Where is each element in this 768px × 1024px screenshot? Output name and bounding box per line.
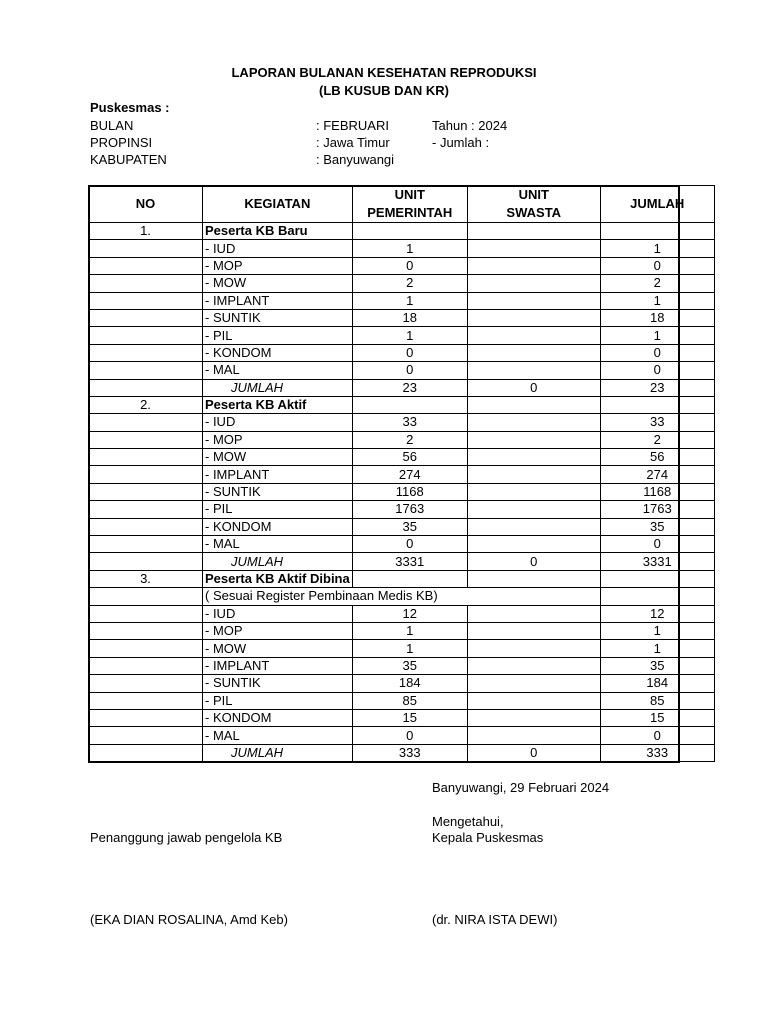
mengetahui-text: Mengetahui, <box>432 814 504 829</box>
section-title-row <box>89 396 715 413</box>
row-kegiatan: - PIL <box>203 327 353 344</box>
row-unit-swasta <box>467 518 600 535</box>
table-row <box>89 675 715 692</box>
row-no-cell <box>89 675 203 692</box>
row-kegiatan: - MOP <box>203 622 353 639</box>
row-jumlah: 0 <box>600 344 714 361</box>
row-unit-swasta <box>467 240 600 257</box>
section-cell-pemerintah <box>352 396 467 413</box>
table-row <box>89 640 715 657</box>
table-row <box>89 501 715 518</box>
row-jumlah: 1 <box>600 622 714 639</box>
table-row <box>89 483 715 500</box>
row-unit-swasta <box>467 536 600 553</box>
total-jumlah: 23 <box>600 379 714 396</box>
total-no-cell <box>89 744 203 761</box>
kabupaten-label: KABUPATEN <box>90 152 167 167</box>
section-cell-pemerintah <box>352 570 467 587</box>
row-no-cell <box>89 431 203 448</box>
table-row <box>89 709 715 726</box>
section-total-row <box>89 379 715 396</box>
row-unit-pemerintah: 33 <box>352 414 467 431</box>
row-unit-swasta <box>467 292 600 309</box>
row-jumlah: 12 <box>600 605 714 622</box>
section-total-row <box>89 744 715 761</box>
row-jumlah: 56 <box>600 449 714 466</box>
row-unit-swasta <box>467 622 600 639</box>
section-number: 2. <box>89 396 203 413</box>
row-jumlah: 1168 <box>600 483 714 500</box>
table-row <box>89 605 715 622</box>
row-no-cell <box>89 309 203 326</box>
row-jumlah: 1 <box>600 640 714 657</box>
row-kegiatan: - IMPLANT <box>203 466 353 483</box>
table-row <box>89 536 715 553</box>
report-title-line2: (LB KUSUB DAN KR) <box>319 83 449 98</box>
row-jumlah: 1 <box>600 240 714 257</box>
row-unit-pemerintah: 0 <box>352 536 467 553</box>
row-jumlah: 0 <box>600 257 714 274</box>
header-no: NO <box>89 186 203 223</box>
row-jumlah: 33 <box>600 414 714 431</box>
row-unit-pemerintah: 0 <box>352 727 467 744</box>
row-unit-swasta <box>467 414 600 431</box>
row-kegiatan: - MAL <box>203 536 353 553</box>
row-jumlah: 85 <box>600 692 714 709</box>
row-no-cell <box>89 692 203 709</box>
row-jumlah: 15 <box>600 709 714 726</box>
row-unit-swasta <box>467 501 600 518</box>
row-unit-swasta <box>467 327 600 344</box>
section-total-row <box>89 553 715 570</box>
penanggung-jawab-text: Penanggung jawab pengelola KB <box>90 830 283 845</box>
row-jumlah: 2 <box>600 431 714 448</box>
puskesmas-label: Puskesmas : <box>90 100 170 115</box>
report-title-line1: LAPORAN BULANAN KESEHATAN REPRODUKSI <box>231 65 537 80</box>
section-cell-jumlah <box>600 570 714 587</box>
row-kegiatan: - IUD <box>203 414 353 431</box>
row-unit-pemerintah: 2 <box>352 431 467 448</box>
row-kegiatan: - MOP <box>203 431 353 448</box>
table-row <box>89 657 715 674</box>
row-jumlah: 2 <box>600 275 714 292</box>
row-kegiatan: - SUNTIK <box>203 309 353 326</box>
header-unit-swasta-line2: SWASTA <box>506 205 562 220</box>
section-subtitle-row <box>89 588 715 605</box>
row-kegiatan: - PIL <box>203 501 353 518</box>
row-unit-pemerintah: 0 <box>352 362 467 379</box>
total-no-cell <box>89 553 203 570</box>
total-unit-swasta: 0 <box>467 379 600 396</box>
header-jumlah: JUMLAH <box>600 186 714 223</box>
propinsi-value: : Jawa Timur <box>316 135 390 150</box>
row-no-cell <box>89 275 203 292</box>
row-unit-swasta <box>467 675 600 692</box>
section-title: Peserta KB Aktif <box>203 396 353 413</box>
left-signatory-name: (EKA DIAN ROSALINA, Amd Keb) <box>90 912 288 927</box>
row-unit-pemerintah: 12 <box>352 605 467 622</box>
section-cell-swasta <box>467 570 600 587</box>
table-row <box>89 466 715 483</box>
row-no-cell <box>89 536 203 553</box>
tahun-value: Tahun : 2024 <box>432 118 508 133</box>
row-unit-swasta <box>467 692 600 709</box>
table-row <box>89 275 715 292</box>
row-jumlah: 1 <box>600 327 714 344</box>
total-jumlah: 3331 <box>600 553 714 570</box>
row-unit-pemerintah: 1 <box>352 292 467 309</box>
section-title: Peserta KB Baru <box>203 223 353 240</box>
row-unit-pemerintah: 1763 <box>352 501 467 518</box>
row-unit-pemerintah: 1 <box>352 240 467 257</box>
row-kegiatan: - SUNTIK <box>203 483 353 500</box>
table-body <box>89 223 715 762</box>
section-subtitle: ( Sesuai Register Pembinaan Medis KB) <box>203 588 601 605</box>
table-row <box>89 692 715 709</box>
bulan-value: : FEBRUARI <box>316 118 389 133</box>
row-no-cell <box>89 657 203 674</box>
row-kegiatan: - KONDOM <box>203 518 353 535</box>
row-no-cell <box>89 327 203 344</box>
row-unit-swasta <box>467 640 600 657</box>
place-date: Banyuwangi, 29 Februari 2024 <box>432 780 610 795</box>
row-unit-swasta <box>467 709 600 726</box>
table-row <box>89 257 715 274</box>
row-unit-swasta <box>467 657 600 674</box>
total-label: JUMLAH <box>203 553 353 570</box>
row-no-cell <box>89 605 203 622</box>
total-unit-pemerintah: 333 <box>352 744 467 761</box>
table-row <box>89 449 715 466</box>
row-unit-pemerintah: 35 <box>352 518 467 535</box>
row-unit-swasta <box>467 483 600 500</box>
section-title-row <box>89 570 715 587</box>
row-unit-pemerintah: 1 <box>352 622 467 639</box>
subtitle-no-cell <box>89 588 203 605</box>
row-kegiatan: - PIL <box>203 692 353 709</box>
row-unit-pemerintah: 15 <box>352 709 467 726</box>
row-unit-pemerintah: 0 <box>352 344 467 361</box>
subtitle-jumlah-cell <box>600 588 714 605</box>
row-jumlah: 1763 <box>600 501 714 518</box>
header-kegiatan: KEGIATAN <box>203 186 353 223</box>
header-unit-pemerintah <box>352 186 467 223</box>
report-table <box>88 185 715 762</box>
row-no-cell <box>89 622 203 639</box>
total-no-cell <box>89 379 203 396</box>
row-unit-swasta <box>467 431 600 448</box>
row-kegiatan: - IUD <box>203 605 353 622</box>
row-unit-swasta <box>467 344 600 361</box>
row-unit-pemerintah: 1 <box>352 640 467 657</box>
row-kegiatan: - MOW <box>203 640 353 657</box>
row-unit-swasta <box>467 727 600 744</box>
row-unit-swasta <box>467 309 600 326</box>
header-unit-pemerintah-line2: PEMERINTAH <box>367 205 453 220</box>
row-unit-pemerintah: 35 <box>352 657 467 674</box>
table-row <box>89 344 715 361</box>
section-cell-pemerintah <box>352 223 467 240</box>
section-title: Peserta KB Aktif Dibina <box>203 570 353 587</box>
row-jumlah: 0 <box>600 362 714 379</box>
row-kegiatan: - MAL <box>203 727 353 744</box>
table-header-row <box>89 186 715 223</box>
section-number: 3. <box>89 570 203 587</box>
row-unit-swasta <box>467 605 600 622</box>
table-row <box>89 518 715 535</box>
row-jumlah: 0 <box>600 536 714 553</box>
row-kegiatan: - MAL <box>203 362 353 379</box>
section-cell-jumlah <box>600 396 714 413</box>
table-row <box>89 362 715 379</box>
total-unit-pemerintah: 23 <box>352 379 467 396</box>
header-unit-swasta <box>467 186 600 223</box>
row-kegiatan: - KONDOM <box>203 344 353 361</box>
total-unit-swasta: 0 <box>467 553 600 570</box>
table-row <box>89 727 715 744</box>
table-row <box>89 240 715 257</box>
table-row <box>89 309 715 326</box>
total-unit-pemerintah: 3331 <box>352 553 467 570</box>
row-kegiatan: - IMPLANT <box>203 292 353 309</box>
row-no-cell <box>89 240 203 257</box>
row-kegiatan: - MOW <box>203 449 353 466</box>
row-kegiatan: - MOP <box>203 257 353 274</box>
jumlah-label: - Jumlah : <box>432 135 490 150</box>
row-kegiatan: - KONDOM <box>203 709 353 726</box>
row-no-cell <box>89 709 203 726</box>
row-unit-swasta <box>467 257 600 274</box>
row-no-cell <box>89 449 203 466</box>
section-title-row <box>89 223 715 240</box>
right-signatory-name: (dr. NIRA ISTA DEWI) <box>432 912 558 927</box>
row-jumlah: 35 <box>600 518 714 535</box>
row-unit-pemerintah: 274 <box>352 466 467 483</box>
row-unit-pemerintah: 56 <box>352 449 467 466</box>
table-row <box>89 431 715 448</box>
row-unit-pemerintah: 1168 <box>352 483 467 500</box>
row-no-cell <box>89 727 203 744</box>
section-cell-swasta <box>467 223 600 240</box>
total-label: JUMLAH <box>203 379 353 396</box>
section-cell-swasta <box>467 396 600 413</box>
propinsi-label: PROPINSI <box>90 135 153 150</box>
section-cell-jumlah <box>600 223 714 240</box>
header-unit-swasta-line1: UNIT <box>518 187 549 202</box>
row-unit-pemerintah: 18 <box>352 309 467 326</box>
row-unit-swasta <box>467 449 600 466</box>
row-unit-swasta <box>467 275 600 292</box>
row-kegiatan: - IMPLANT <box>203 657 353 674</box>
total-jumlah: 333 <box>600 744 714 761</box>
row-kegiatan: - MOW <box>203 275 353 292</box>
row-unit-pemerintah: 0 <box>352 257 467 274</box>
kabupaten-value: : Banyuwangi <box>316 152 395 167</box>
table-row <box>89 327 715 344</box>
table-row <box>89 414 715 431</box>
bulan-label: BULAN <box>90 118 134 133</box>
row-jumlah: 1 <box>600 292 714 309</box>
row-no-cell <box>89 362 203 379</box>
row-no-cell <box>89 257 203 274</box>
row-no-cell <box>89 466 203 483</box>
row-unit-swasta <box>467 362 600 379</box>
row-unit-pemerintah: 184 <box>352 675 467 692</box>
row-jumlah: 35 <box>600 657 714 674</box>
row-no-cell <box>89 483 203 500</box>
table-row <box>89 622 715 639</box>
row-no-cell <box>89 501 203 518</box>
row-unit-pemerintah: 85 <box>352 692 467 709</box>
row-jumlah: 0 <box>600 727 714 744</box>
row-unit-pemerintah: 2 <box>352 275 467 292</box>
row-kegiatan: - IUD <box>203 240 353 257</box>
row-no-cell <box>89 640 203 657</box>
total-label: JUMLAH <box>203 744 353 761</box>
total-unit-swasta: 0 <box>467 744 600 761</box>
section-number: 1. <box>89 223 203 240</box>
table-row <box>89 292 715 309</box>
row-no-cell <box>89 518 203 535</box>
row-unit-swasta <box>467 466 600 483</box>
row-jumlah: 18 <box>600 309 714 326</box>
row-unit-pemerintah: 1 <box>352 327 467 344</box>
row-jumlah: 274 <box>600 466 714 483</box>
kepala-puskesmas-text: Kepala Puskesmas <box>432 830 544 845</box>
row-jumlah: 184 <box>600 675 714 692</box>
row-kegiatan: - SUNTIK <box>203 675 353 692</box>
row-no-cell <box>89 414 203 431</box>
header-unit-pemerintah-line1: UNIT <box>394 187 425 202</box>
row-no-cell <box>89 292 203 309</box>
row-no-cell <box>89 344 203 361</box>
